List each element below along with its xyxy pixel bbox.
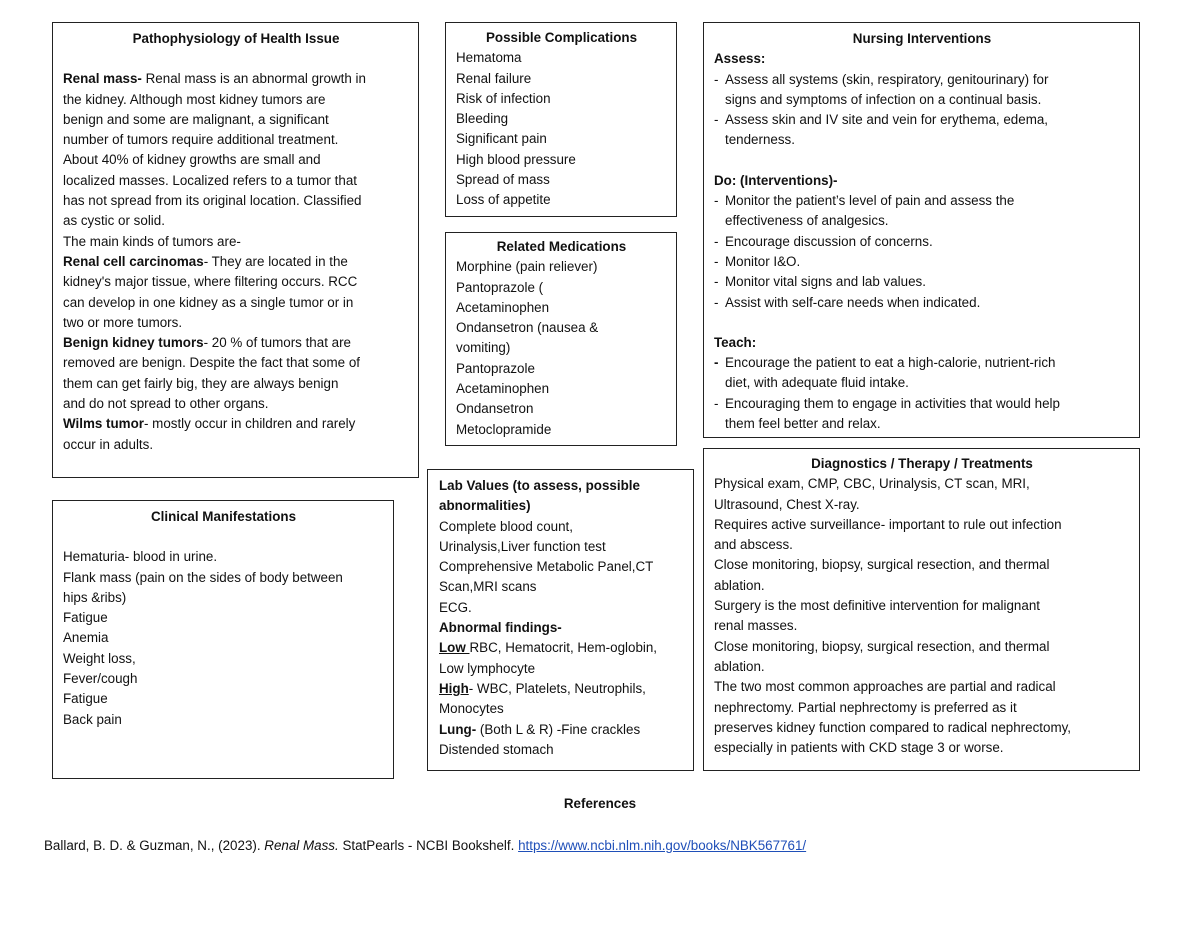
medication-item: Ondansetron [456, 401, 534, 417]
reference-link[interactable]: https://www.ncbi.nlm.nih.gov/books/NBK567761/ [518, 838, 807, 853]
patho-text: benign and some are malignant, a significant [63, 111, 329, 127]
do-item [714, 272, 1130, 292]
diagnostics-text: renal masses. [714, 618, 798, 634]
low-text: Low lymphocyte [439, 660, 536, 676]
rcc-label: Renal cell carcinomas [63, 253, 204, 269]
clinical-item: Fever/cough [63, 671, 138, 687]
assess-item-text: - Assess skin and IV site and vein for erythema, edema, [725, 112, 1049, 128]
patho-text: them can get fairly big, they are always benign [63, 375, 339, 391]
lab-test: ECG. [439, 599, 472, 615]
patho-text: localized masses. Localized refers to a tumor that [63, 172, 357, 188]
diagnostics-box [703, 448, 1140, 771]
lung-label: Lung- [439, 721, 477, 737]
assess-label: Assess: [714, 51, 766, 67]
rcc-line [63, 252, 409, 272]
diagnostics-text: Surgery is the most definitive intervention for malignant [714, 598, 1040, 614]
high-text: - WBC, Platelets, Neutrophils, [468, 680, 646, 696]
patho-text: kidney's major tissue, where filtering occurs. RCC [63, 274, 358, 290]
assess-item-text: signs and symptoms of infection on a continual basis. [725, 91, 1042, 107]
diagnostics-text: Ultrasound, Chest X-ray. [714, 496, 860, 512]
medication-item: vomiting) [456, 340, 511, 356]
pathophysiology-title: Pathophysiology of Health Issue [132, 31, 340, 46]
patho-text: two or more tumors. [63, 314, 183, 330]
do-item-text: - Monitor I&O. [725, 253, 801, 269]
teach-item [714, 394, 1130, 435]
complication-item: High blood pressure [456, 151, 576, 167]
clinical-item: Flank mass (pain on the sides of body between [63, 569, 343, 585]
do-item-text: effectiveness of analgesics. [725, 213, 889, 229]
assess-item [714, 70, 1130, 111]
patho-text: can develop in one kidney as a single tumor or in [63, 294, 354, 310]
patho-text: has not spread from its original location. Classified [63, 193, 362, 209]
clinical-title: Clinical Manifestations [150, 509, 297, 524]
high-text: Monocytes [439, 701, 504, 717]
do-item-text: - Monitor vital signs and lab values. [725, 274, 926, 290]
benign-text: - 20 % of tumors that are [203, 335, 351, 351]
diagnostics-text: The two most common approaches are partial and radical [714, 679, 1056, 695]
references-title: References [563, 796, 637, 811]
clinical-item: hips &ribs) [63, 589, 127, 605]
clinical-item: Hematuria- blood in urine. [63, 549, 218, 565]
benign-line [63, 333, 409, 353]
patho-text: occur in adults. [63, 436, 154, 452]
low-text: RBC, Hematocrit, Hem-oglobin, [469, 640, 658, 656]
complications-box [445, 22, 677, 217]
complication-item: Risk of infection [456, 90, 551, 106]
diagnostics-text: nephrectomy. Partial nephrectomy is preferred as it [714, 699, 1017, 715]
low-label: Low [439, 640, 470, 656]
complication-item: Renal failure [456, 70, 532, 86]
do-item [714, 293, 1130, 313]
lung-finding-line [439, 720, 684, 740]
wilms-text: - mostly occur in children and rarely [143, 416, 356, 432]
wilms-label: Wilms tumor [63, 416, 144, 432]
pathophysiology-box [52, 22, 419, 478]
patho-text: as cystic or solid. [63, 213, 165, 229]
do-item [714, 191, 1130, 232]
diagnostics-text: ablation. [714, 658, 765, 674]
reference-entry [44, 836, 806, 856]
lab-finding: Distended stomach [439, 741, 554, 757]
diagnostics-text: Requires active surveillance- important to rule out infection [714, 516, 1062, 532]
patho-text: the kidney. Although most kidney tumors are [63, 91, 326, 107]
do-item-text: - Monitor the patient’s level of pain and assess the [725, 193, 1015, 209]
patho-text: number of tumors require additional treatment. [63, 132, 339, 148]
do-label: Do: (Interventions)- [714, 172, 838, 188]
patho-text: removed are benign. Despite the fact that some of [63, 355, 360, 371]
teach-item-text: them feel better and relax. [725, 416, 881, 432]
lab-test: Scan,MRI scans [439, 579, 537, 595]
medication-item: Ondansetron (nausea & [456, 320, 599, 336]
complication-item: Significant pain [456, 131, 547, 147]
lab-test: Comprehensive Metabolic Panel,CT [439, 559, 654, 575]
assess-item [714, 110, 1130, 151]
complication-item: Bleeding [456, 111, 509, 127]
wilms-line [63, 414, 409, 434]
patho-text: The main kinds of tumors are- [63, 233, 241, 249]
reference-authors: Ballard, B. D. & Guzman, N., (2023). [44, 838, 265, 853]
high-finding-line [439, 679, 684, 699]
nursing-box [703, 22, 1140, 438]
nursing-title: Nursing Interventions [852, 31, 992, 46]
do-item [714, 252, 1130, 272]
clinical-item: Back pain [63, 711, 122, 727]
diagnostics-text: Close monitoring, biopsy, surgical resection, and thermal [714, 638, 1050, 654]
clinical-item: Anemia [63, 630, 109, 646]
assess-item-text: tenderness. [725, 132, 795, 148]
reference-work: Renal Mass. [264, 838, 339, 853]
teach-item-text: diet, with adequate fluid intake. [725, 375, 909, 391]
diagnostics-text: preserves kidney function compared to radical nephrectomy, [714, 719, 1072, 735]
benign-label: Benign kidney tumors [63, 335, 204, 351]
assess-item-text: - Assess all systems (skin, respiratory, genitourinary) for [725, 71, 1049, 87]
do-item-text: - Assist with self-care needs when indicated. [725, 294, 981, 310]
clinical-item: Fatigue [63, 691, 108, 707]
clinical-item: Weight loss, [63, 650, 136, 666]
lab-values-title: abnormalities) [439, 498, 531, 514]
teach-item [714, 353, 1130, 394]
teach-label: Teach: [714, 334, 757, 350]
teach-item-text: - Encouraging them to engage in activities that would help [725, 395, 1060, 411]
medication-item: Pantoprazole [456, 360, 535, 376]
renal-mass-label: Renal mass- [63, 71, 142, 87]
abnormal-findings-label: Abnormal findings- [439, 620, 562, 636]
renal-mass-text: Renal mass is an abnormal growth in [141, 71, 366, 87]
diagnostics-text: ablation. [714, 577, 765, 593]
do-item-text: - Encourage discussion of concerns. [725, 233, 933, 249]
patho-text: and do not spread to other organs. [63, 396, 269, 412]
reference-source: StatPearls - NCBI Bookshelf. [338, 838, 519, 853]
lab-test: Complete blood count, [439, 518, 573, 534]
medications-box [445, 232, 677, 446]
low-finding-line [439, 638, 684, 658]
complication-item: Hematoma [456, 50, 522, 66]
complications-title: Possible Complications [485, 30, 638, 45]
diagnostics-text: Physical exam, CMP, CBC, Urinalysis, CT scan, MRI, [714, 476, 1030, 492]
patho-text: About 40% of kidney growths are small and [63, 152, 321, 168]
medications-title: Related Medications [496, 239, 627, 254]
diagnostics-text: Close monitoring, biopsy, surgical resection, and thermal [714, 557, 1050, 573]
diagnostics-text: especially in patients with CKD stage 3 or worse. [714, 740, 1004, 756]
medication-item: Acetaminophen [456, 381, 550, 397]
clinical-box [52, 500, 394, 779]
medication-item: Acetaminophen [456, 299, 550, 315]
diagnostics-title: Diagnostics / Therapy / Treatments [811, 456, 1033, 471]
medication-item: Morphine (pain reliever) [456, 259, 598, 275]
complication-item: Spread of mass [456, 172, 550, 188]
complication-item: Loss of appetite [456, 192, 551, 208]
teach-item-text: - Encourage the patient to eat a high-calorie, nutrient-rich [725, 355, 1056, 371]
lab-values-title: Lab Values (to assess, possible [439, 478, 640, 493]
diagnostics-text: and abscess. [714, 537, 793, 553]
medication-item: Metoclopramide [456, 421, 552, 437]
high-label: High [439, 680, 469, 696]
clinical-item: Fatigue [63, 610, 108, 626]
renal-mass-line [63, 69, 409, 89]
lung-text: (Both L & R) -Fine crackles [476, 721, 641, 737]
rcc-text: - They are located in the [203, 253, 348, 269]
medication-item: Pantoprazole ( [456, 279, 544, 295]
lab-values-box [427, 469, 694, 771]
lab-test: Urinalysis,Liver function test [439, 538, 606, 554]
do-item [714, 232, 1130, 252]
